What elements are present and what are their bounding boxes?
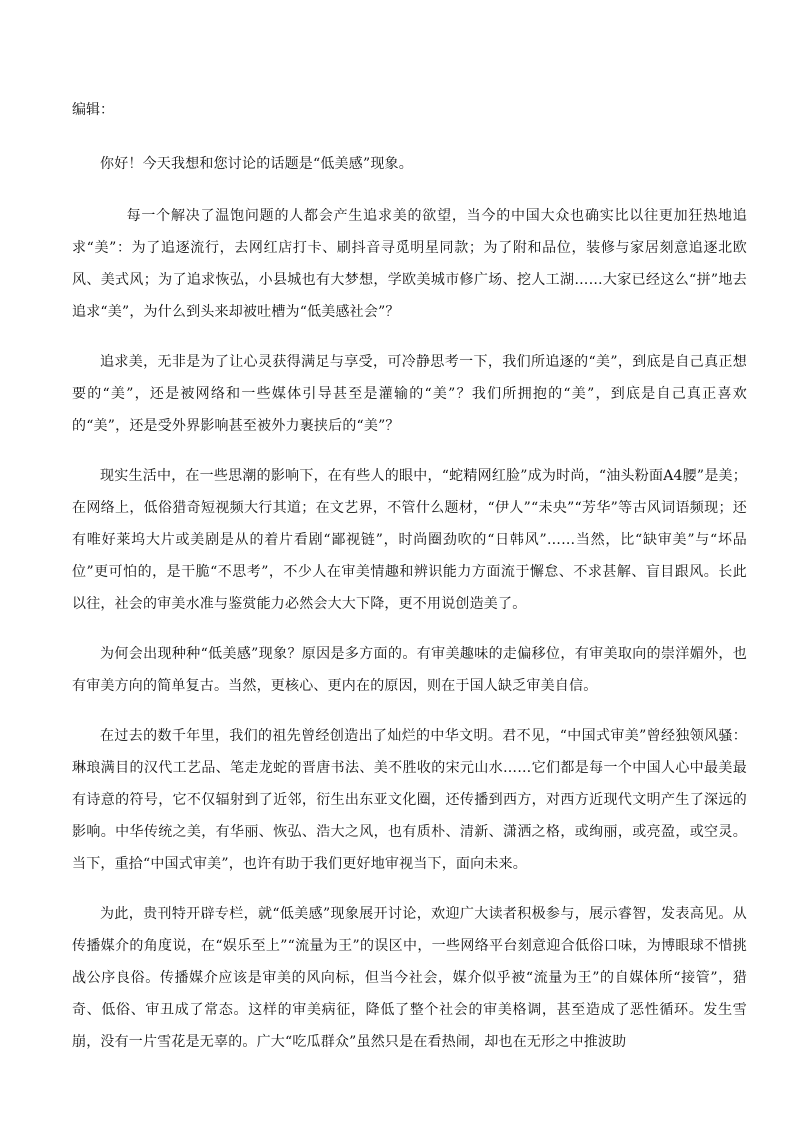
paragraph-real-life: 现实生活中，在一些思潮的影响下，在有些人的眼中，“蛇精网红脸”成为时尚，“油头粉面A4腰”是美；在网络上，低俗猎奇短视频大行其道；在文艺界，不管什么题材，“伊人”“未央”“芳华”等古风词语频现；还有唯好莱坞大片或美剧是从的着片看剧“鄙视链”，时尚圈劲吹的“日韩风”……当然，比“缺审美”与“坏品位”更可怕的，是干脆“不思考”，不少人在审美情趣和辨识能力方面流于懈怠、不求甚解、盲目跟风。长此以往，社会的审美水准与鉴赏能力必然会大大下降，更不用说创造美了。 xyxy=(72,468,747,612)
paragraph-causes: 为何会出现种种“低美感”现象？原因是多方面的。有审美趣味的走偏移位，有审美取向的崇洋媚外，也有审美方向的简单复古。当然，更核心、更内在的原因，则在于国人缺乏审美自信。 xyxy=(72,646,747,694)
paragraph-pursuit-of-beauty: 每一个解决了温饱问题的人都会产生追求美的欲望，当今的中国大众也确实比以往更加狂热地追求“美”：为了追逐流行，去网红店打卡、刷抖音寻觅明星同款；为了附和品位，装修与家居刻意追逐北欧风、美式风；为了追求恢弘，小县城也有大梦想，学欧美城市修广场、挖人工湖……大家已经这么“拼”地去追求“美”，为什么到头来却被吐槽为“低美感社会”？ xyxy=(72,208,747,320)
letter-salutation: 编辑： xyxy=(72,102,114,118)
paragraph-opening: 你好！今天我想和您讨论的话题是“低美感”现象。 xyxy=(100,156,413,172)
paragraph-column-invitation: 为此，贵刊特开辟专栏，就“低美感”现象展开讨论，欢迎广大读者积极参与，展示睿智，发表高见。从传播媒介的角度说，在“娱乐至上”“流量为王”的误区中，一些网络平台刻意迎合低俗口味，为博眼球不惜挑战公序良俗。传播媒介应该是审美的风向标，但当今社会，媒介似乎被“流量为王”的自媒体所“接管”，猎奇、低俗、审丑成了常态。这样的审美病征，降低了整个社会的审美格调，甚至造成了恶性循环。发生雪崩，没有一片雪花是无辜的。广大“吃瓜群众”虽然只是在看热闹，却也在无形之中推波助 xyxy=(72,906,747,1050)
paragraph-reflection: 追求美，无非是为了让心灵获得满足与享受，可冷静思考一下，我们所追逐的“美”，到底是自己真正想要的“美”，还是被网络和一些媒体引导甚至是灌输的“美”？我们所拥抱的“美”，到底是自己真正喜欢的“美”，还是受外界影响甚至被外力裹挟后的“美”？ xyxy=(72,354,747,434)
paragraph-chinese-aesthetics: 在过去的数千年里，我们的祖先曾经创造出了灿烂的中华文明。君不见，“中国式审美”曾经独领风骚：琳琅满目的汉代工艺品、笔走龙蛇的晋唐书法、美不胜收的宋元山水……它们都是每一个中国人心中最美最有诗意的符号，它不仅辐射到了近邻，衍生出东亚文化圈，还传播到西方，对西方近现代文明产生了深远的影响。中华传统之美，有华丽、恢弘、浩大之风，也有质朴、清新、潇洒之格，或绚丽，或亮盈，或空灵。当下，重拾“中国式审美”，也许有助于我们更好地审视当下，面向未来。 xyxy=(72,728,747,872)
